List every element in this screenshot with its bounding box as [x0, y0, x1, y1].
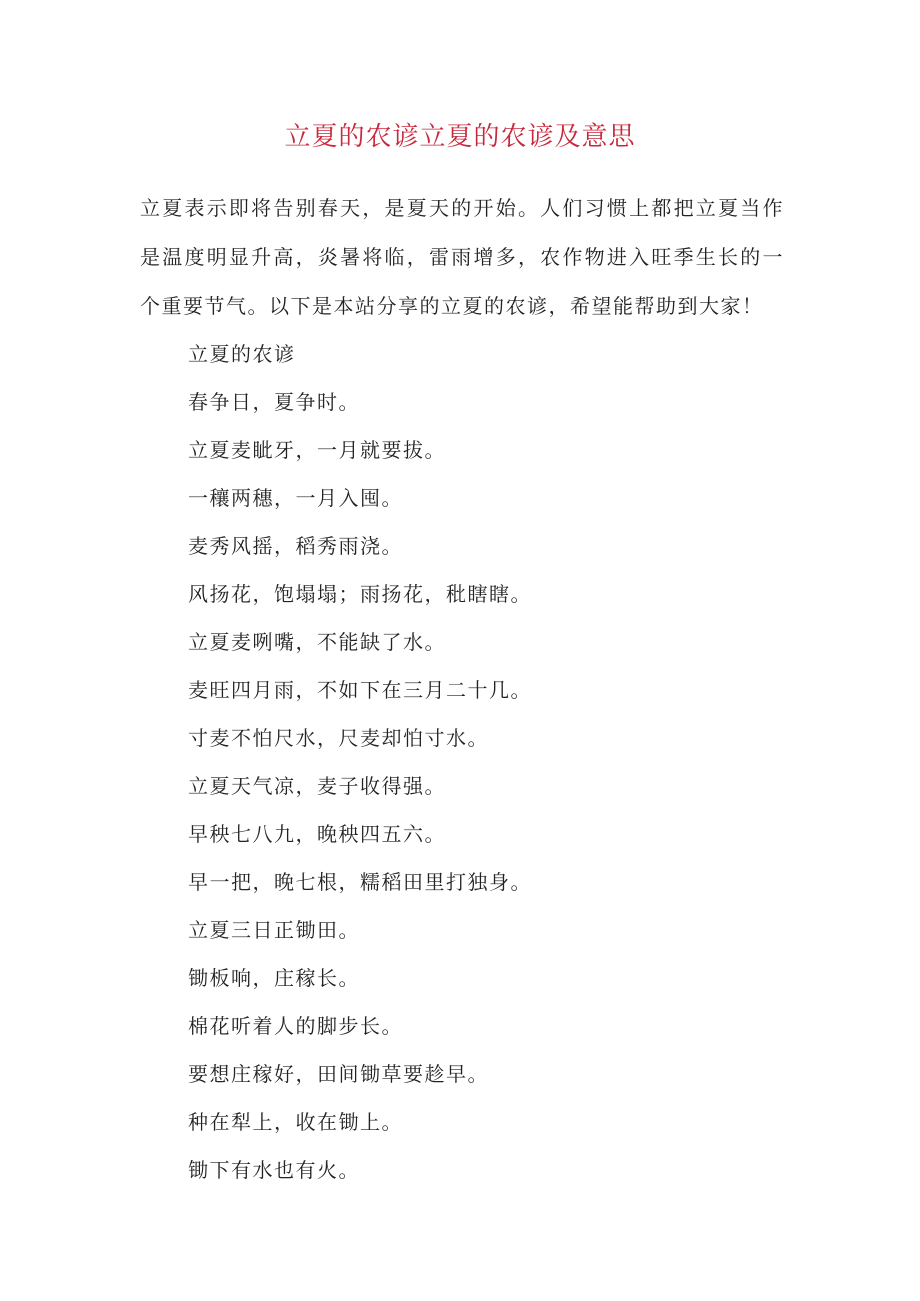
proverb-line: 种在犁上，收在锄上。: [188, 1110, 403, 1134]
proverb-line: 早秧七八九，晚秧四五六。: [188, 822, 446, 846]
proverb-line: 一穰两穗，一月入囤。: [188, 486, 403, 510]
list-heading: 立夏的农谚: [188, 342, 296, 366]
proverb-line: 立夏麦眦牙，一月就要拔。: [188, 438, 446, 462]
proverb-line: 棉花听着人的脚步长。: [188, 1014, 403, 1038]
proverb-line: 锄板响，庄稼长。: [188, 966, 360, 990]
proverb-line: 早一把，晚七根，糯稻田里打独身。: [188, 870, 532, 894]
proverb-line: 麦秀风摇，稻秀雨浇。: [188, 534, 403, 558]
proverb-list: [188, 330, 788, 1194]
proverb-line: 风扬花，饱塌塌；雨扬花，秕瞎瞎。: [188, 582, 532, 606]
intro-paragraph: 立夏表示即将告别春天，是夏天的开始。人们习惯上都把立夏当作是温度明显升高，炎暑将临，雷雨增多，农作物进入旺季生长的一个重要节气。以下是本站分享的立夏的农谚，希望能帮助到大家！: [140, 196, 784, 318]
proverb-line: 立夏天气凉，麦子收得强。: [188, 774, 446, 798]
proverb-line: 要想庄稼好，田间锄草要趁早。: [188, 1062, 489, 1086]
proverb-line: 寸麦不怕尺水，尺麦却怕寸水。: [188, 726, 489, 750]
proverb-line: 立夏三日正锄田。: [188, 918, 360, 942]
proverb-line: 麦旺四月雨，不如下在三月二十几。: [188, 678, 532, 702]
proverb-line: 立夏麦咧嘴，不能缺了水。: [188, 630, 446, 654]
proverb-line: 锄下有水也有火。: [188, 1158, 360, 1182]
proverb-line: 春争日，夏争时。: [188, 390, 360, 414]
document-title: 立夏的农谚立夏的农谚及意思: [284, 122, 636, 152]
